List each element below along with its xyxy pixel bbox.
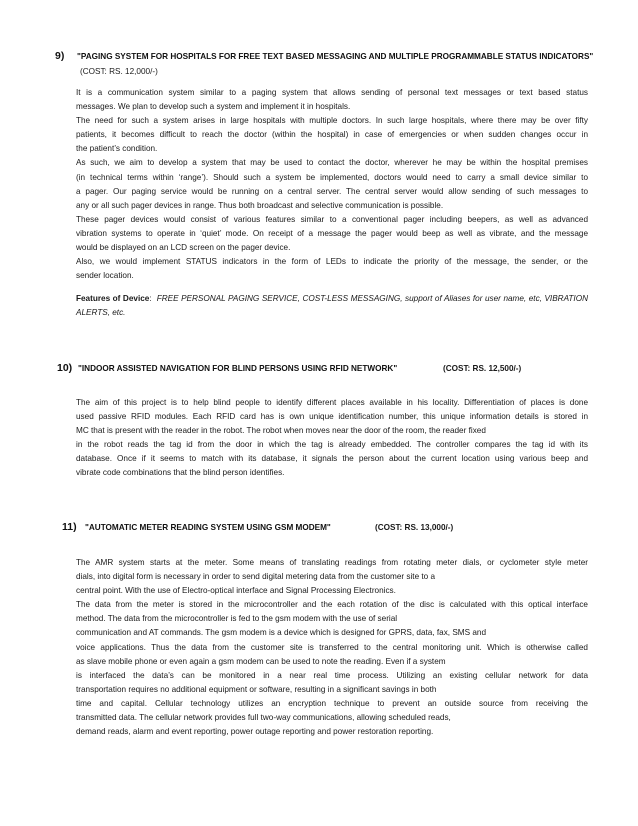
- section-11-number: 11): [62, 521, 77, 533]
- body-line: central point. With the use of Electro-optical interface and Signal Processing Electronics.: [76, 586, 396, 596]
- body-line: MC that is present with the reader in the robot. The robot when moves near the door of the room, the reader fixed: [76, 426, 486, 436]
- section-10-title: "INDOOR ASSISTED NAVIGATION FOR BLIND PERSONS USING RFID NETWORK": [78, 364, 398, 373]
- body-line: These pager devices would consist of various features similar to a conventional pager including beepers, as well as advanced: [76, 214, 588, 224]
- body-line: would be displayed on an LCD screen on the pager device.: [76, 243, 291, 253]
- features-line: Features of Device: FREE PERSONAL PAGING SERVICE, COST-LESS MESSAGING, support of Aliases for user name, etc, VIBRATION: [76, 294, 588, 303]
- body-line: voice applications. Thus the data from the customer site is transferred to the central monitoring unit. Which is otherwise called: [76, 642, 588, 652]
- body-line: in the robot reads the tag id from the door in which the tag is already embedded. The controller compares the tag id with its: [76, 440, 588, 450]
- body-line: is interfaced the data’s can be monitored in a near real time process. Utilizing an existing cellular network for data: [76, 670, 588, 680]
- body-line: the patient’s condition.: [76, 144, 158, 154]
- section-10-number: 10): [57, 362, 73, 374]
- body-line: demand reads, alarm and event reporting, power outage reporting and power restoration reporting.: [76, 727, 434, 737]
- section-11-cost: (COST: RS. 13,000/-): [375, 523, 454, 532]
- body-line: (in technical terms within ‘range’). Should such a system be implemented, doctors would need to carry a small device similar to: [76, 172, 588, 182]
- section-9-title: "PAGING SYSTEM FOR HOSPITALS FOR FREE TEXT BASED MESSAGING AND MULTIPLE PROGRAMMABLE STATUS INDICATORS": [77, 52, 594, 61]
- body-line: The need for such a system arises in large hospitals with multiple doctors. In such large hospitals, where there may be over fifty: [76, 116, 588, 126]
- features-text: FREE PERSONAL PAGING SERVICE, COST-LESS MESSAGING, support of Aliases for user name, etc, VIBRATION: [156, 294, 588, 303]
- body-line: It is a communication system similar to a paging system that allows sending of personal text messages or text based status: [76, 88, 588, 97]
- body-line: The AMR system starts at the meter. Some means of translating readings from rotating meter dials, or cyclometer style meter: [76, 558, 588, 567]
- body-line: The aim of this project is to help blind people to identify different places available in his locality. Differentiation of places is done: [76, 398, 588, 407]
- body-line: Also, we would implement STATUS indicators in the form of LEDs to indicate the priority of the message, the sender, or the: [76, 257, 588, 267]
- body-line: dials, into digital form is necessary in order to send digital metering data from the customer site to a: [76, 572, 436, 582]
- body-line: patients, it becomes difficult to reach the doctor (within the hospital) in case of emergencies or when sudden changes occur in: [76, 130, 588, 140]
- body-line: as slave mobile phone or even again a gsm modem can be used to note the reading. Even if a system: [76, 656, 446, 666]
- body-line: vibrate code combinations that the blind person identifies.: [76, 468, 285, 478]
- body-line: transmitted data. The cellular network provides full two-way communications, allowing scheduled reads,: [76, 713, 451, 723]
- body-line: transportation requires no additional equipment or software, resulting in a significant savings in both: [76, 684, 437, 694]
- body-line: As such, we aim to develop a system that may be used to contact the doctor, wherever he may be within the hospital premises: [76, 158, 588, 168]
- body-line: used passive RFID modules. Each RFID card has is own unique identification number, this unique information details is stored in: [76, 412, 588, 422]
- section-10-body: [76, 396, 588, 481]
- body-line: database. Once if it seems to match with its database, it signals the person about the current location using various beep and: [76, 454, 588, 464]
- section-11-title: "AUTOMATIC METER READING SYSTEM USING GSM MODEM": [85, 523, 331, 532]
- body-line: The data from the meter is stored in the microcontroller and the each rotation of the disc is calculated with this optical interface: [76, 600, 588, 610]
- section-10-cost: (COST: RS. 12,500/-): [443, 364, 522, 373]
- section-9-features: [76, 292, 588, 320]
- features-label: Features of Device: [76, 294, 150, 303]
- section-9-cost: (COST: RS. 12,000/-): [80, 67, 158, 76]
- section-9-body: [76, 86, 588, 283]
- body-line: vibration systems to operate in ‘quiet’ mode. On receipt of a message the pager would beep as well as vibrate, and the message: [76, 228, 588, 238]
- body-line: any or all such pager devices in range. Thus both broadcast and selective communication is possible.: [76, 200, 444, 210]
- body-line: method. The data from the microcontroller is fed to the gsm modem with the use of serial: [76, 614, 398, 624]
- section-11-body: [76, 556, 588, 739]
- body-line: sender location.: [76, 271, 134, 281]
- body-line: messages. We plan to develop such a system and implement it in hospitals.: [76, 102, 351, 112]
- features-text-continued: ALERTS, etc.: [76, 308, 126, 318]
- body-line: communication and AT commands. The gsm modem is a device which is designed for GPRS, data, fax, SMS and: [76, 628, 487, 638]
- body-line: time and capital. Cellular technology utilizes an encryption technique to prevent an outside source from receiving the: [76, 698, 588, 708]
- section-9-number: 9): [55, 50, 65, 62]
- body-line: a pager. Our paging service would be running on a central server. The central server would allow sending of such messages to: [76, 186, 588, 196]
